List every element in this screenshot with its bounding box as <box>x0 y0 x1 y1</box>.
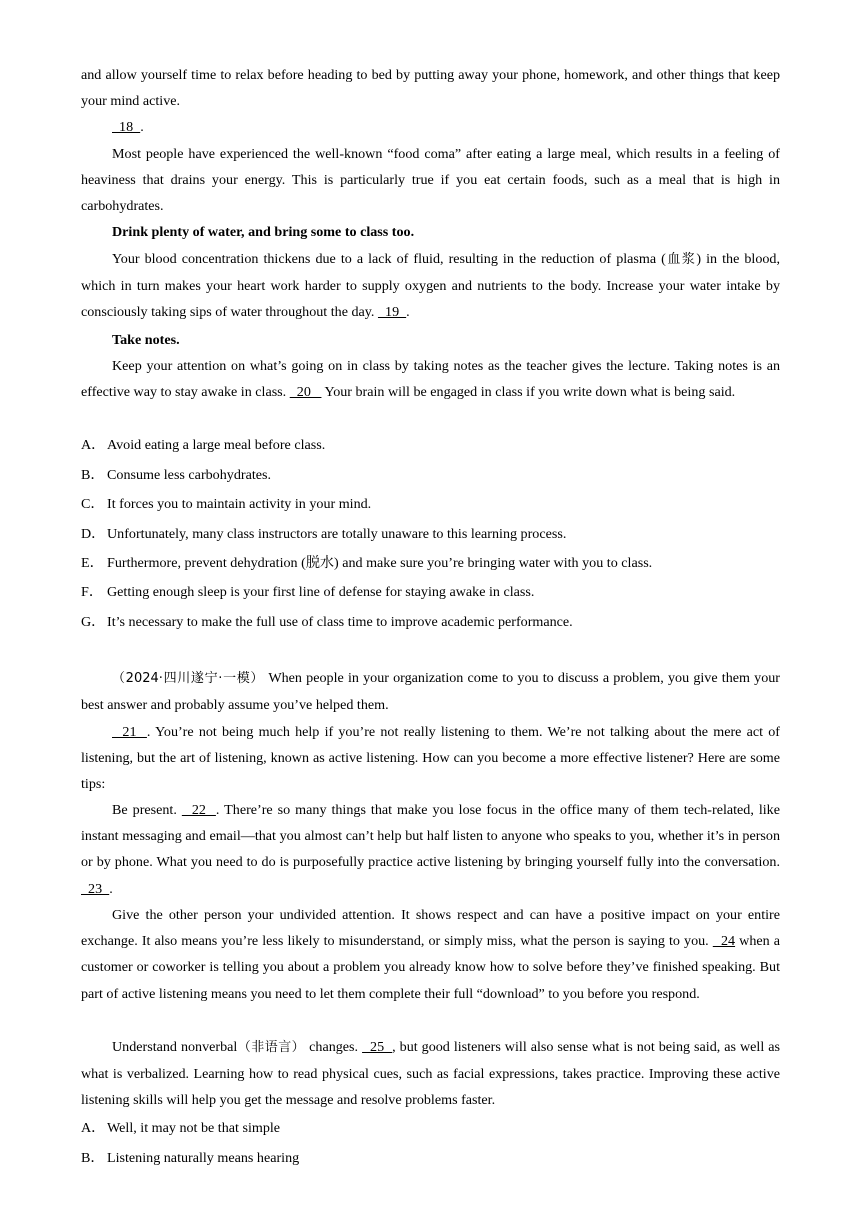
paragraph-text: Your blood concentration thickens due to a lack of fluid, resulting in the reduction of plasma ( <box>112 251 666 267</box>
blank-24: 24 <box>712 933 736 950</box>
option-letter: E． <box>81 555 104 571</box>
punctuation: . <box>140 119 144 135</box>
heading-text: Take notes. <box>112 332 180 348</box>
paragraph-text: When people in your organization come to you to discuss a problem, you give them your best answer and probably assume you’ve helped them. <box>81 670 780 714</box>
option-text: Avoid eating a large meal before class. <box>107 437 326 453</box>
option-letter: G． <box>81 614 106 630</box>
option-letter: B． <box>81 467 105 483</box>
paragraph-text: Keep your attention on what’s going on in class by taking notes as the teacher gives the lecture. Taking notes is an effective way to stay awake in class. <box>81 358 780 401</box>
option-letter: F． <box>81 584 103 600</box>
paragraph-text: Your brain will be engaged in class if you write down what is being said. <box>321 384 736 401</box>
paragraph-text: changes. <box>305 1039 363 1055</box>
chinese-gloss: 血浆 <box>665 252 697 267</box>
option-a <box>81 435 780 455</box>
option-text: Well, it may not be that simple <box>107 1120 281 1136</box>
paragraph-text: , but good listeners will also sense what is not being said, as well as what is verbalized. Learning how to read physical cues, such as facial expressions, takes practice. Improving these active listening skills will help you get the message and resolve problems faster. <box>81 1039 780 1109</box>
heading-text: Drink plenty of water, and bring some to class too. <box>112 224 415 240</box>
option-text: Listening naturally means hearing <box>107 1150 300 1166</box>
nonverbal-paragraph <box>81 1034 780 1114</box>
paragraph-text: Give the other person your undivided attention. It shows respect and can have a positive impact on your entire exchange. It also means you’re less likely to misunderstand, or simply miss, what the person is saying to you. <box>81 907 780 950</box>
option-letter: D． <box>81 526 106 542</box>
food-coma-paragraph <box>81 141 780 220</box>
option-letter: B． <box>81 1150 105 1166</box>
blank-21: 21 <box>112 724 147 740</box>
punctuation: . <box>406 304 410 321</box>
blank-19: 19 <box>377 304 407 321</box>
water-heading <box>81 219 780 245</box>
option-a <box>81 1118 780 1138</box>
option-g <box>81 612 780 632</box>
option-text: Furthermore, prevent dehydration (脱水) and make sure you’re bringing water with you to class. <box>107 555 653 571</box>
passage1-intro-paragraph <box>81 62 780 114</box>
option-text: Getting enough sleep is your first line of defense for staying awake in class. <box>107 584 535 600</box>
paragraph-text: Most people have experienced the well-known “food coma” after eating a large meal, which results in a feeling of heaviness that drains your energy. This is particularly true if you eat certain foods, such as a meal that is high in carbohydrates. <box>81 146 780 215</box>
punctuation: . <box>109 880 113 897</box>
passage2-intro-paragraph <box>81 665 780 718</box>
option-text: It forces you to maintain activity in your mind. <box>107 496 372 512</box>
attention-paragraph <box>81 902 780 1007</box>
option-c <box>81 494 780 514</box>
paragraph-text: when a customer or coworker is telling you about a problem you already know how to solve before they’ve finished speaking. But part of active listening means you need to let them complete their full “download” to you before you respond. <box>81 933 781 1002</box>
notes-paragraph <box>81 353 780 405</box>
option-letter: C． <box>81 496 105 512</box>
be-present-paragraph <box>81 797 780 902</box>
option-f <box>81 582 780 602</box>
option-text: Unfortunately, many class instructors are totally unaware to this learning process. <box>107 526 567 542</box>
blank-21-paragraph <box>81 719 780 798</box>
option-e <box>81 553 780 573</box>
paragraph-text: and allow yourself time to relax before heading to bed by putting away your phone, homework, and other things that keep your mind active. <box>81 67 780 110</box>
chinese-gloss: （非语言） <box>237 1040 306 1055</box>
blank-25: 25 <box>362 1039 393 1055</box>
paragraph-text: Understand nonverbal <box>112 1039 238 1055</box>
water-paragraph <box>81 246 780 326</box>
blank-22: 22 <box>181 802 216 818</box>
paragraph-text: . There’re so many things that make you lose focus in the office many of them tech-related, like instant messaging and email—that you almost can’t help but half listen to anyone who speaks to you, whether it’s in person or by phone. What you need to do is purposefully practice active listening by bringing yourself fully into the conversation. <box>81 802 780 871</box>
option-text: It’s necessary to make the full use of class time to improve academic performance. <box>107 614 573 630</box>
paragraph-text: . You’re not being much help if you’re not really listening to them. We’re not talking about the mere act of listening, but the art of listening, known as active listening. How can you become a more effective listener? Here are some tips: <box>81 724 780 793</box>
option-text: Consume less carbohydrates. <box>107 467 271 483</box>
option-b <box>81 465 780 485</box>
option-d <box>81 524 780 544</box>
blank-23: 23 <box>81 880 110 897</box>
blank-18-line <box>81 114 780 140</box>
option-letter: A． <box>81 437 106 453</box>
option-b <box>81 1148 780 1168</box>
notes-heading <box>81 327 780 353</box>
paragraph-text: ) in the blood, which in turn makes your heart work harder to supply oxygen and nutrients to the body. Increase your water intake by consciously taking sips of water throughout the day. <box>81 251 780 321</box>
option-letter: A． <box>81 1120 106 1136</box>
paragraph-text: Be present. <box>112 802 182 818</box>
blank-18: 18 <box>112 119 141 135</box>
source-label: （2024·四川遂宁·一模） <box>112 671 265 686</box>
blank-20: 20 <box>289 384 322 401</box>
